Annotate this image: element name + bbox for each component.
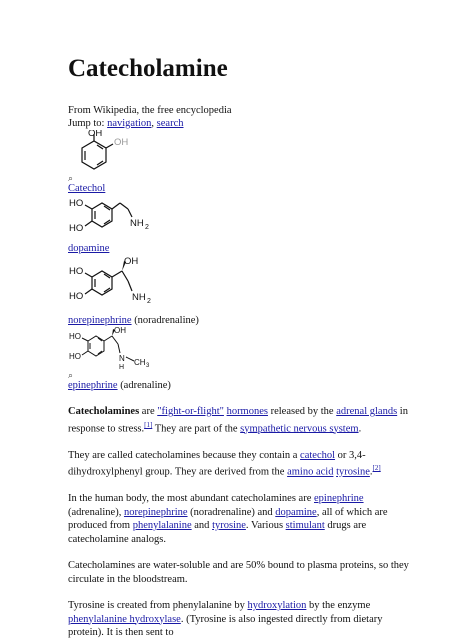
phenylalanine-link[interactable]: phenylalanine	[132, 520, 192, 531]
jump-comma: ,	[151, 118, 155, 129]
amino-acid-link[interactable]: amino acid	[287, 466, 334, 478]
from-line: From Wikipedia, the free encyclopedia	[68, 105, 232, 116]
catechol-link[interactable]: Catechol	[68, 183, 106, 194]
norepinephrine-nh: NH	[132, 292, 146, 303]
catechol-oh-2: OH	[114, 137, 129, 148]
stimulant-link[interactable]: stimulant	[285, 520, 325, 531]
norepinephrine-structure[interactable]	[68, 255, 414, 315]
dopamine-nh-sub: 2	[145, 224, 149, 231]
jump-to-label: Jump to:	[68, 118, 105, 129]
navigation-link[interactable]: navigation	[107, 118, 152, 129]
catechol-structure[interactable]	[68, 130, 414, 176]
epinephrine-text-link[interactable]: epinephrine	[314, 493, 364, 504]
catechol-oh-1: OH	[88, 130, 103, 139]
dopamine-link[interactable]: dopamine	[68, 243, 110, 254]
paragraph-2: They are called catecholamines because they contain a catechol or 3,4-dihydroxylphenyl group. They are derived from the amino acid tyrosine.[2]	[68, 449, 381, 478]
epinephrine-ho-2: HO	[69, 352, 81, 361]
tyrosine-text-link[interactable]: tyrosine	[212, 520, 246, 531]
dopamine-nh: NH	[130, 218, 144, 229]
dopamine-ho-1: HO	[69, 198, 84, 209]
epinephrine-structure[interactable]	[68, 327, 414, 373]
catechol-text-link[interactable]: catechol	[300, 449, 336, 461]
sympathetic-nervous-system-link[interactable]: sympathetic nervous system	[240, 423, 359, 434]
adrenal-glands-link[interactable]: adrenal glands	[336, 406, 398, 417]
norepinephrine-caption	[68, 315, 414, 327]
page-title: Catecholamine	[68, 55, 228, 82]
norepinephrine-caption-rest: (noradrenaline)	[131, 315, 199, 326]
epinephrine-ch-sub: 3	[146, 363, 150, 369]
paragraph-3: In the human body, the most abundant catecholamines are epinephrine (adrenaline), norepinephrine (noradrenaline) and dopamine, all of which are produced from phenylalanine and tyrosine. Various stimulant drugs are catecholamine analogs.	[68, 493, 388, 545]
magnify-icon[interactable]: ⌕	[68, 173, 74, 183]
hormones-link[interactable]: hormones	[226, 406, 268, 417]
epinephrine-h: H	[119, 364, 125, 371]
epinephrine-ch: CH	[134, 358, 146, 367]
hydroxylation-link[interactable]: hydroxylation	[247, 600, 307, 611]
paragraph-1: Catecholamines are "fight-or-flight" hormones released by the adrenal glands in response to stress.[1] They are part of the sympathetic nervous system.	[68, 406, 408, 434]
norepinephrine-ho-1: HO	[69, 266, 84, 277]
ref-2[interactable]: [2]	[372, 464, 381, 472]
epinephrine-caption-rest: (adrenaline)	[117, 380, 171, 391]
jump-to-line	[68, 117, 414, 130]
epinephrine-ho-1: HO	[69, 332, 81, 341]
p1-bold: Catecholamines	[68, 406, 140, 417]
norepinephrine-oh: OH	[124, 256, 139, 267]
epinephrine-oh: OH	[114, 327, 126, 335]
norepinephrine-ho-2: HO	[69, 291, 84, 302]
catechol-caption	[68, 183, 414, 195]
norepinephrine-text-link[interactable]: norepinephrine	[123, 506, 188, 518]
dopamine-ho-2: HO	[69, 223, 84, 234]
dopamine-text-link[interactable]: dopamine	[275, 506, 317, 518]
epinephrine-link[interactable]: epinephrine	[68, 380, 118, 391]
magnify-icon[interactable]: ⌕	[68, 370, 74, 380]
tyrosine-link[interactable]: tyrosine	[336, 466, 370, 478]
search-link[interactable]: search	[156, 118, 184, 129]
epinephrine-n: N	[119, 354, 125, 363]
paragraph-5: Tyrosine is created from phenylalanine by hydroxylation by the enzyme phenylalanine hydroxylase. (Tyrosine is also ingested directly from dietary protein). It is then sent to	[68, 600, 383, 638]
dopamine-structure[interactable]	[68, 195, 414, 243]
dopamine-caption	[68, 243, 414, 255]
norepinephrine-nh-sub: 2	[147, 298, 151, 305]
epinephrine-caption	[68, 380, 414, 392]
fight-or-flight-link[interactable]: "fight-or-flight"	[157, 406, 224, 417]
phenylalanine-hydroxylase-link[interactable]: phenylalanine hydroxylase	[68, 613, 181, 625]
paragraph-4: Catecholamines are water-soluble and are 50% bound to plasma proteins, so they circulate in the bloodstream.	[68, 560, 409, 585]
ref-1[interactable]: [1]	[144, 420, 153, 429]
norepinephrine-link[interactable]: norepinephrine	[68, 315, 132, 326]
